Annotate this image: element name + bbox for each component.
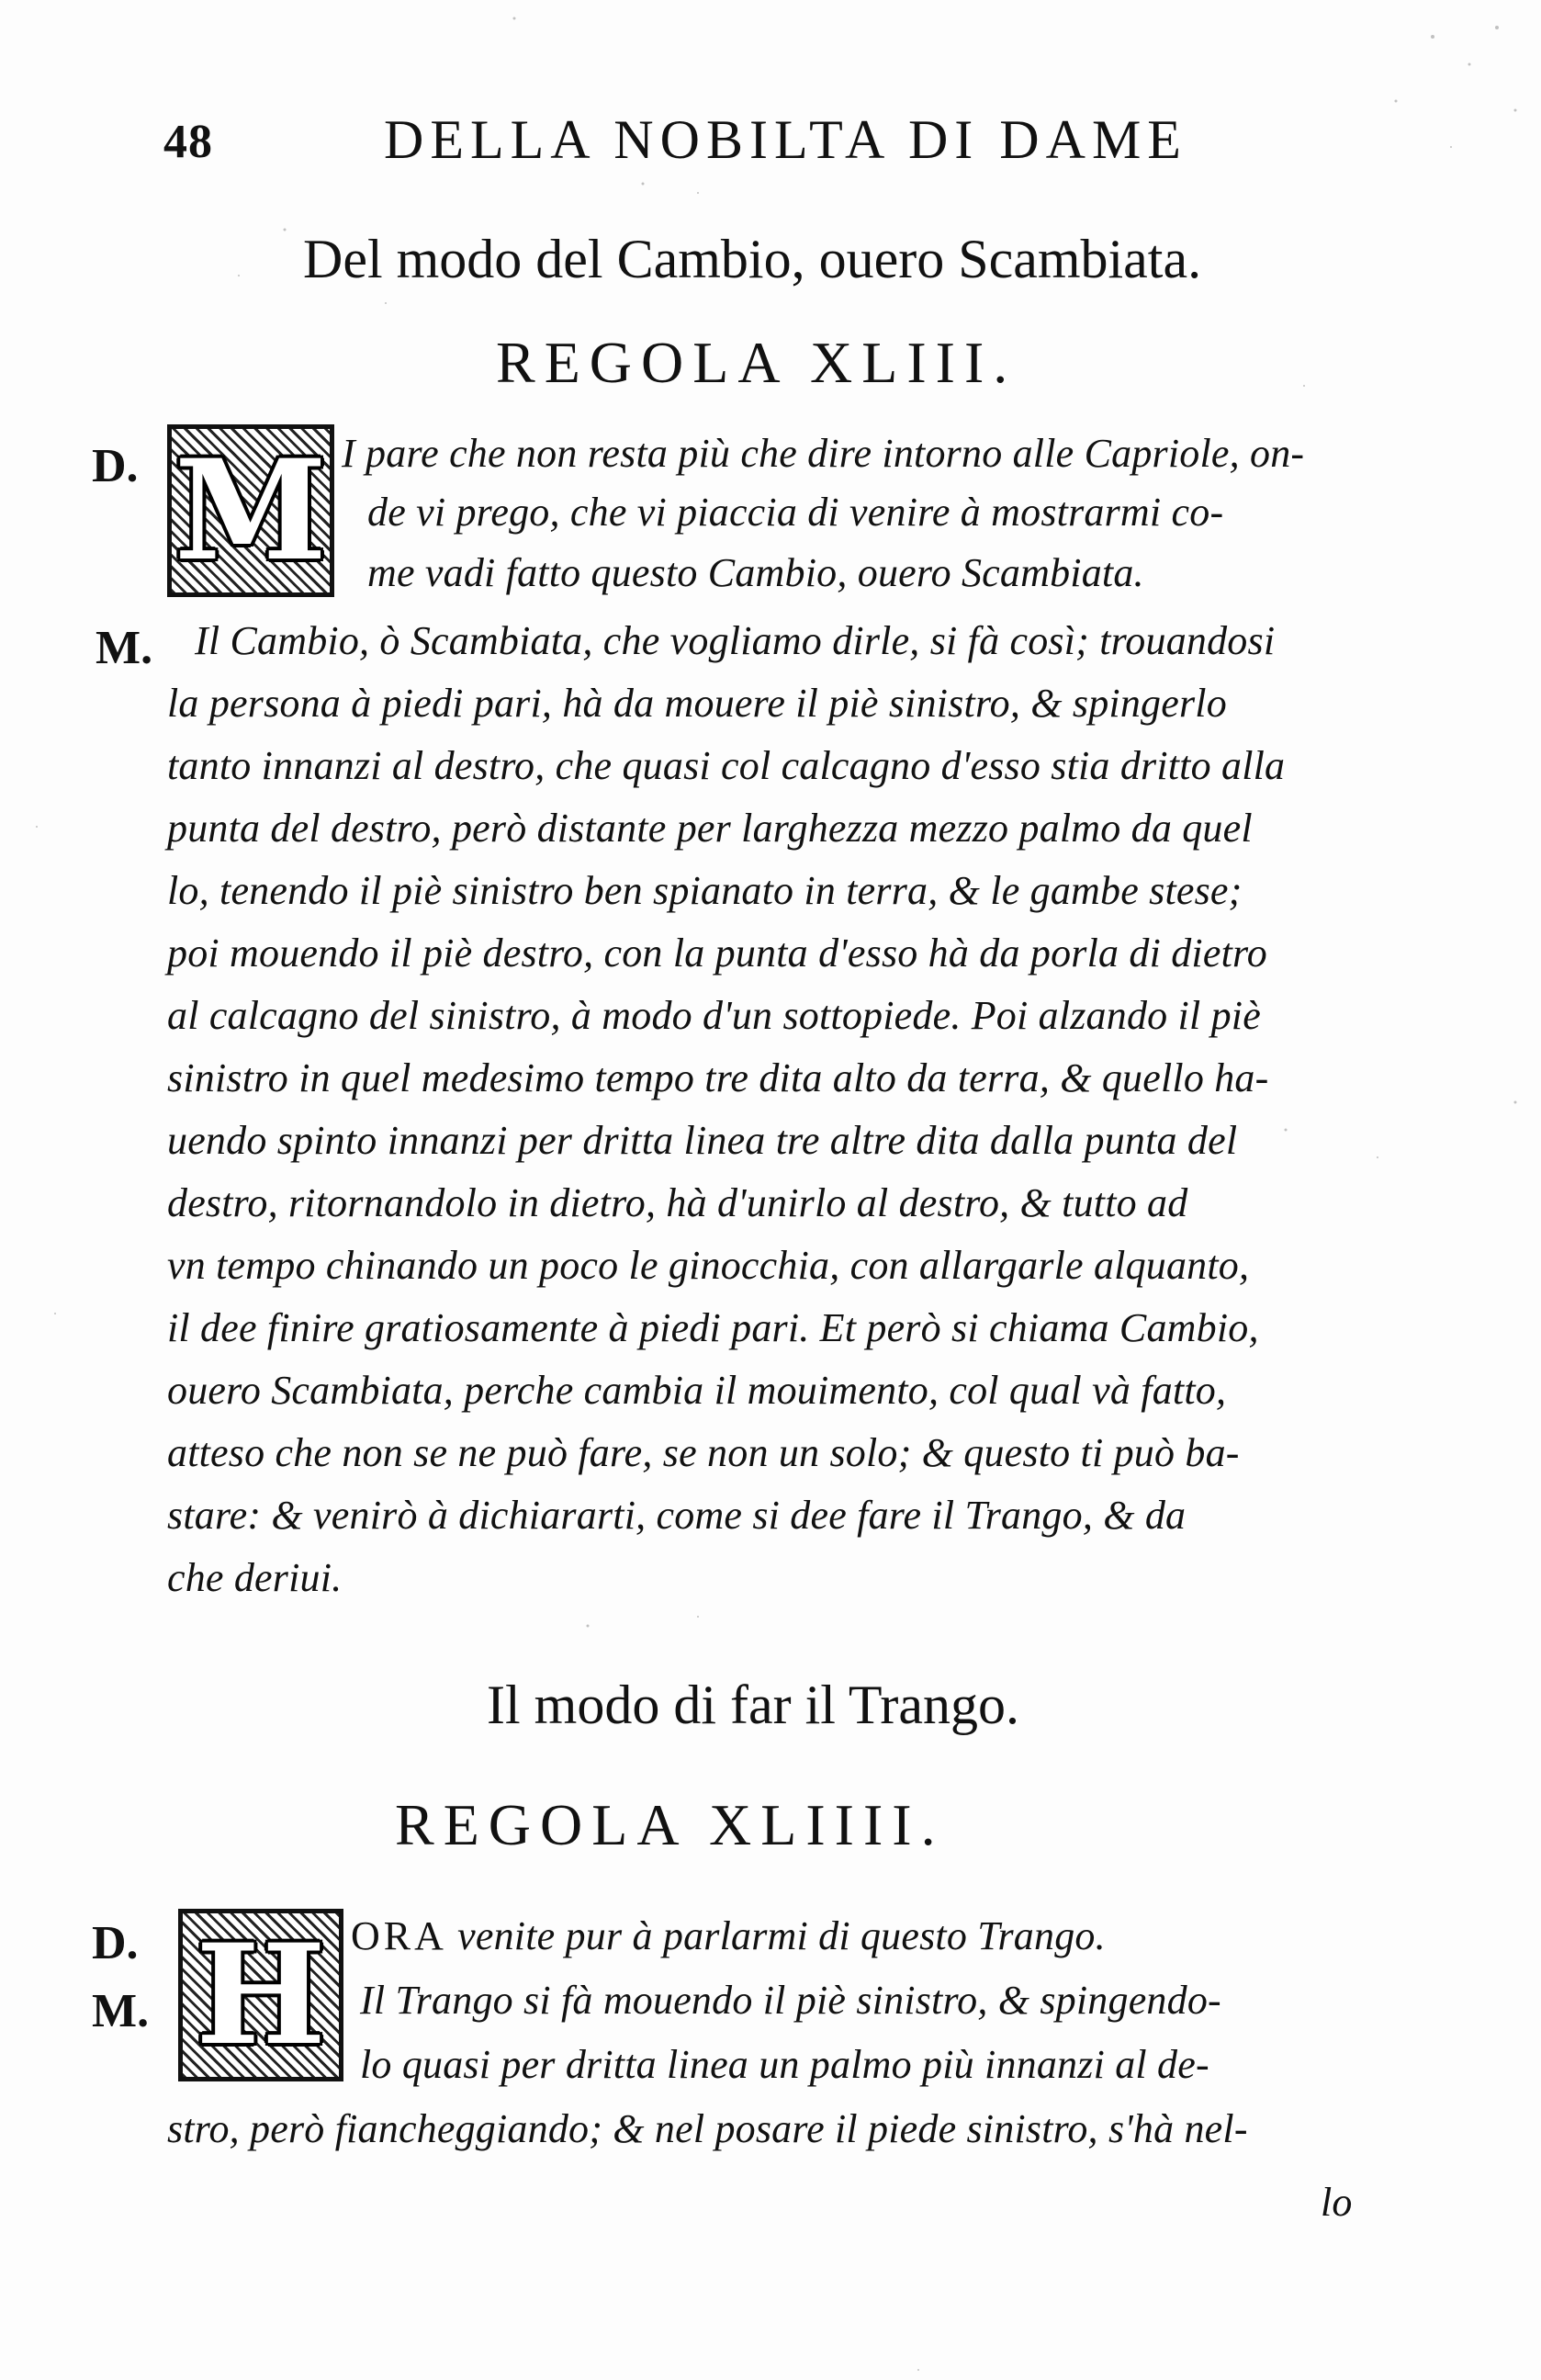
- text-line: [351, 1912, 1106, 1959]
- speaker-label-m: M.: [92, 1985, 150, 2037]
- text-line-rest: venite pur à parlarmi di questo Trango.: [457, 1913, 1106, 1958]
- text-line: ouero Scambiata, perche cambia il mouimento, col qual và fatto,: [167, 1368, 1227, 1413]
- text-line: punta del destro, però distante per larghezza mezzo palmo da quel: [167, 806, 1253, 851]
- decorated-initial-m: [167, 424, 334, 597]
- section-title-trango: Il modo di far il Trango.: [487, 1675, 1019, 1735]
- text-line: Il Cambio, ò Scambiata, che vogliamo dirle, si fà così; trouandosi: [195, 618, 1276, 663]
- text-line: sinistro in quel medesimo tempo tre dita alto da terra, & quello ha-: [167, 1055, 1269, 1100]
- page-number: 48: [163, 116, 213, 168]
- text-line: al calcagno del sinistro, à modo d'un sottopiede. Poi alzando il piè: [167, 993, 1261, 1038]
- regola-heading-43: REGOLA XLIII.: [496, 330, 1018, 395]
- text-line: uendo spinto innanzi per dritta linea tre altre dita dalla punta del: [167, 1118, 1238, 1163]
- text-line: la persona à piedi pari, hà da mouere il piè sinistro, & spingerlo: [167, 681, 1227, 726]
- speaker-label-d: D.: [92, 1917, 139, 1969]
- regola-heading-44: REGOLA XLIIII.: [395, 1792, 945, 1857]
- section-title-cambio: Del modo del Cambio, ouero Scambiata.: [303, 229, 1202, 289]
- text-line: lo, tenendo il piè sinistro ben spianato in terra, & le gambe stese;: [167, 868, 1243, 913]
- text-line: I pare che non resta più che dire intorno alle Capriole, on-: [342, 431, 1305, 476]
- initial-letter: H: [196, 1914, 326, 2076]
- text-line: Il Trango si fà mouendo il piè sinistro, & spingendo-: [360, 1978, 1221, 2023]
- text-line: lo quasi per dritta linea un palmo più innanzi al de-: [360, 2042, 1209, 2087]
- text-line: poi mouendo il piè destro, con la punta d'esso hà da porla di dietro: [167, 931, 1267, 976]
- text-line: che deriui.: [167, 1555, 343, 1600]
- text-line: me vadi fatto questo Cambio, ouero Scambiata.: [367, 550, 1144, 595]
- text-line: atteso che non se ne può fare, se non un solo; & questo ti può ba-: [167, 1430, 1240, 1475]
- text-line: il dee finire gratiosamente à piedi pari. Et però si chiama Cambio,: [167, 1305, 1259, 1350]
- text-line: destro, ritornandolo in dietro, hà d'unirlo al destro, & tutto ad: [167, 1180, 1188, 1225]
- decorated-initial-h: [178, 1909, 343, 2081]
- lead-small-caps: ORA: [351, 1913, 447, 1958]
- speaker-label-m: M.: [96, 622, 153, 674]
- catchword: lo: [1321, 2180, 1353, 2225]
- text-line: tanto innanzi al destro, che quasi col calcagno d'esso stia dritto alla: [167, 743, 1286, 788]
- text-line: vn tempo chinando un poco le ginocchia, con allargarle alquanto,: [167, 1243, 1250, 1288]
- text-line: de vi prego, che vi piaccia di venire à mostrarmi co-: [367, 490, 1224, 535]
- running-title: DELLA NOBILTA DI DAME: [384, 109, 1187, 170]
- text-line: stro, però fiancheggiando; & nel posare il piede sinistro, s'hà nel-: [167, 2106, 1248, 2151]
- text-line: stare: & venirò à dichiararti, come si dee fare il Trango, & da: [167, 1493, 1187, 1538]
- initial-letter: M: [174, 430, 328, 592]
- speaker-label-d: D.: [92, 440, 139, 492]
